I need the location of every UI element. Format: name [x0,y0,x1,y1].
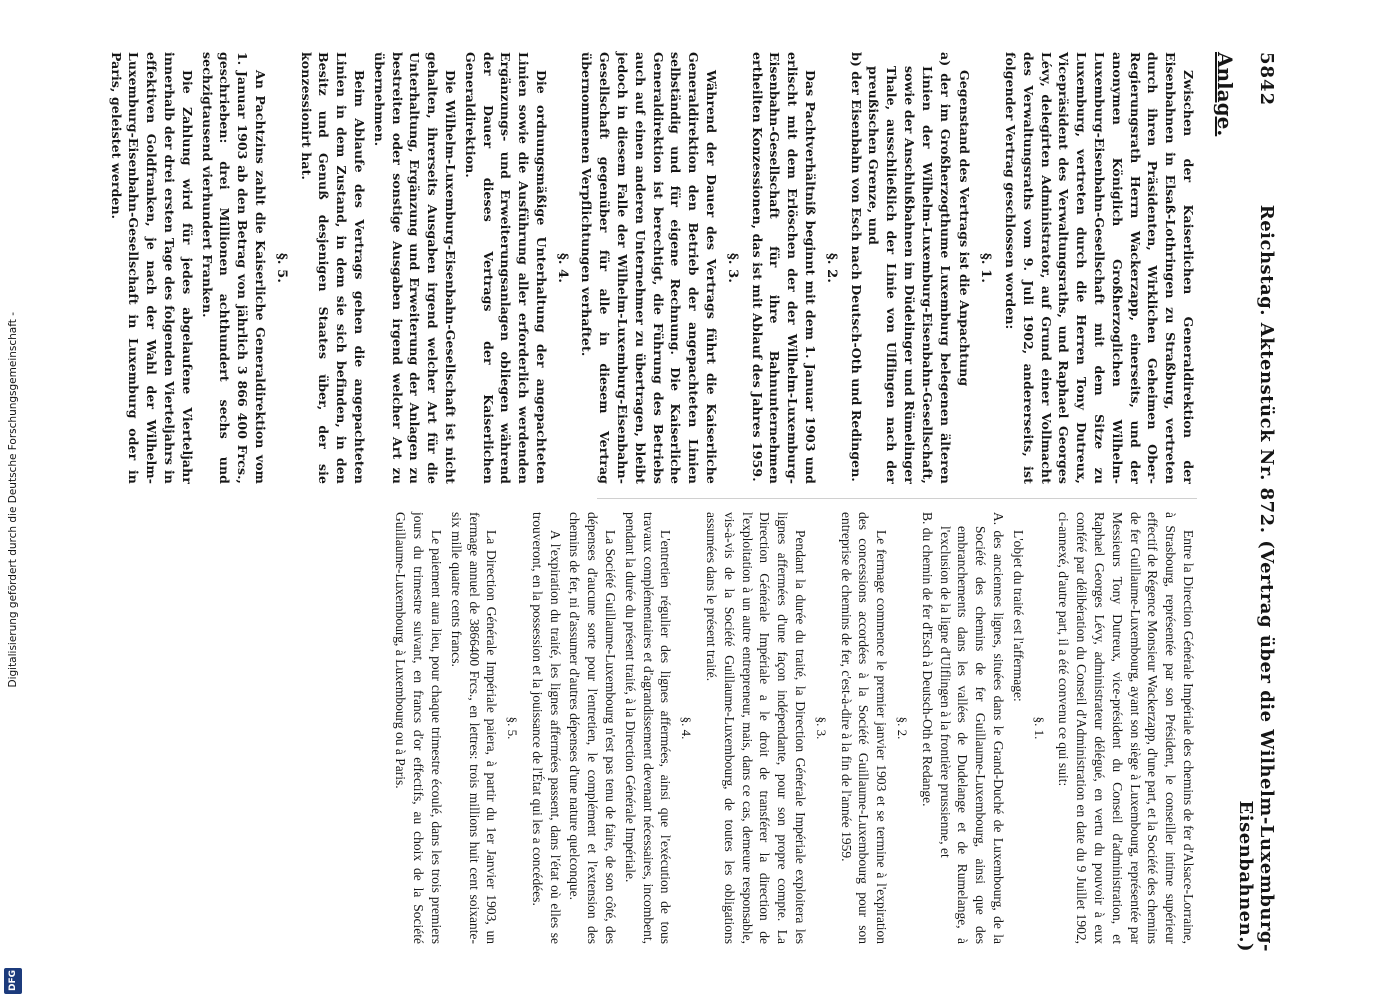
german-section-4-paragraph-1: Die ordnungsmäßige Unterhaltung der angepachteten Linien sowie die Ausführung aller erforderlich werdenden Ergänzungs- und Erweiterungsanlagen obliegen während der Dauer dieses Vertrags der Kaiserlichen Generaldirektion. [462,52,549,484]
anlage-heading: Anlage. [1213,52,1237,137]
dfg-logo [4,968,22,994]
french-intro: Entre la Direction Générale Impériale des chemins de fer d'Alsace-Lorraine, à Strasbourg, représentée par son Président, le conseiller intime supérieur effectif de Régence Monsieur Wackerzapp, d'une part, et la Société des chemins de fer Guillaume-Luxembourg, ayant son siège à Luxembourg, représentée par Messieurs Tony Dutreux, vice-président du Conseil d'administration, et Raphael Georges Lévy, administrateur délégué, en vertu du pouvoir à eux conféré par délibération du Conseil d'Administration en date du 9 Juillet 1902, ci-annexé, d'autre part, il a été convenu ce qui suit: [1056,512,1196,944]
german-column [108,52,1197,484]
german-section-1-text: Gegenstand des Vertrags ist die Anpachtung [957,70,973,387]
digitization-note-text: Digitalisierung gefördert durch die Deutsche Forschungsgemeinschaft - [7,312,19,688]
french-section-1-item-b: B. du chemin de fer d'Esch à Deutsch-Oth et Redange. [919,512,935,807]
german-section-3-text: Während der Dauer des Vertrags führt die Kaiserliche Generaldirektion den Betrieb der angepachteten Linien selbständig und für eigene Rechnung. Die Kaiserliche Generaldirektion ist berechtigt, die Führung des Betriebs auch auf einen anderen Unternehmer zu übertragen, bleibt jedoch in diesem Falle der Wilhelm-Luxemburg-Eisenbahn-Gesellschaft gegenüber für alle in diesem Vertrag übernommenen Verpflichtungen verhaftet. [579,52,720,484]
german-intro: Zwischen der Kaiserlichen Generaldirektion der Eisenbahnen in Elsaß-Lothringen zu Straßburg, vertreten durch ihren Präsidenten, Wirklichen Geheimen Ober-Regierungsrath Herrn Wackerzapp, einerseits, und der anonymen Königlich Großherzoglichen Wilhelm-Luxemburg-Eisenbahn-Gesellschaft mit dem Sitze zu Luxemburg, vertreten durch die Herren Tony Dutreux, Vicepräsident des Verwaltungsraths, und Raphael Georges Lévy, delegirten Administrator, auf Grund einer Vollmacht des Verwaltungsraths vom 9. Juli 1902, andererseits, ist folgender Vertrag geschlossen worden: [1003,52,1196,484]
french-section-2-heading: §. 2. [895,716,911,740]
german-section-2-text: Das Pachtverhältniß beginnt mit dem 1. Januar 1903 und erlischt mit dem Erlöschen der der Wilhelm-Luxemburg-Eisenbahn-Gesellschaft für ihre Bahnunternehmen ertheilten Konzessionen, das ist mit Ablauf des Jahres 1959. [749,52,819,484]
french-section-4-paragraph-1: L'entretien régulier des lignes affermées, ainsi que l'exécution de tous travaux complémentaires et d'agrandissement devenant nécessaires, incombent, pendant la durée du présent traité, à la Direction Générale Impériale. [622,512,674,944]
french-section-3-text: Pendant la durée du traité, la Direction Générale Impériale exploitera les lignes affermées d'une façon indépendante, pour son propre compte. La Direction Générale Impériale a le droit de transférer la direction de l'exploitation à un autre entrepreneur, mais, dans ce cas, demeure responsable, vis-à-vis de la Société Guillaume-Luxembourg, de toutes les obligations assumées dans le présent traité. [704,512,809,944]
german-section-4-paragraph-2: Die Wilhelm-Luxemburg-Eisenbahn-Gesellschaft ist nicht gehalten, ihrerseits Ausgaben irgend welcher Art für die Unterhaltung, Ergänzung und Erweiterung der Anlagen zu bestreiten oder sonstige Ausgaben irgend welcher Art zu übernehmen. [371,52,458,484]
page-content [0,52,1397,952]
dfg-logo-text: DFG [8,970,18,992]
french-section-4-paragraph-2: La Société Guillaume-Luxembourg n'est pas tenu de faire, de son côté, des dépenses d'aucune sorte pour l'entretien, le complément et l'extension des chemins de fer, ni d'assumer d'autres dépenses d'une nature quelconque. [567,512,619,944]
french-section-4-paragraph-3: A l'expiration du traité, les lignes affermées passent, dans l'état où elles se trouveront, en la possession et la jouissance de l'État qui les a concédées. [529,512,563,944]
german-section-1-item-a: a) der im Großherzogthume Luxemburg belegenen älteren Linien der Wilhelm-Luxemburg-Eisenbahn-Gesellschaft, sowie der Anschlußbahnen im Düdelinger und Rümelinger Thale, ausschließlich der Linie von Ulflingen nach der preußischen Grenze, und [866,52,953,484]
french-section-2-text: Le fermage commence le premier janvier 1903 et se termine à l'expiration des concessions accordées à la Société Guillaume-Luxembourg pour son entreprise de chemins de fer, c'est-à-dire à la fin de l'année 1959. [838,512,890,944]
french-section-5-heading: §. 5. [505,716,521,740]
german-section-4-heading: §. 4. [554,253,570,283]
german-section-1-heading: §. 1. [978,253,994,283]
german-section-3-heading: §. 3. [724,253,740,283]
french-section-5-paragraph-1: La Direction Générale Impériale paiera, à partir du 1er Janvier 1903, un fermage annuel de 3866400 Frcs., en lettres: trois millions huit cent soixante-six mille quatre cents francs. [448,512,500,944]
german-section-5-paragraph-2: Die Zahlung wird für jedes abgelaufene Vierteljahr innerhalb der drei ersten Tage des folgenden Vierteljahrs in effektiven Goldfranken, je nach der Wahl der Wilhelm-Luxemburg-Eisenbahn-Gesellschaft in Luxemburg oder in Paris, geleistet werden. [108,52,195,484]
french-section-1-heading: §. 1. [1031,716,1047,740]
french-section-4-heading: §. 4. [679,716,695,740]
german-section-1-item-b: b) der Eisenbahn von Esch nach Deutsch-Oth und Redingen. [848,52,864,482]
german-section-5-paragraph-1: An Pachtzins zahlt die Kaiserliche Generaldirektion vom 1. Januar 1903 ab den Betrag von jährlich 3 866 400 Frcs., geschrieben: drei Millionen achthundert sechs und sechzigtausend vierhundert Franken. [199,52,268,484]
column-divider [597,498,1197,499]
french-column [147,512,1197,944]
french-section-1-item-a: A. des anciennes lignes, situées dans le Grand-Duché de Luxembourg, de la Société des chemins de fer Guillaume-Luxembourg, ainsi que des embranchements dans les vallées de Dudelange et de Rumelange, à l'exclusion de la ligne d'Ulflingen à la frontière prussienne, et [937,512,1007,944]
german-section-4-paragraph-3: Beim Ablaufe des Vertrags gehen die angepachteten Linien in dem Zustand, in dem sie sich befinden, in den Besitz und Genuß desjenigen Staates über, der sie konzessionirt hat. [298,52,367,484]
page-number: 5842 [1256,52,1277,107]
french-section-1-text: L'objet du traité est l'affermage: [1010,530,1026,702]
german-section-5-heading: §. 5. [273,253,289,283]
german-section-2-heading: §. 2. [823,253,839,283]
running-header [1235,52,1277,952]
header-title: Reichstag. Aktenstück Nr. 872. (Vertrag über die Wilhelm-Luxemburg-Eisenbahnen.) [1235,204,1277,952]
french-section-3-heading: §. 3. [813,716,829,740]
french-section-5-paragraph-2: Le paiement aura lieu, pour chaque trimestre écoulé, dans les trois premiers jours du trimestre suivant, en francs d'or effectifs, au choix de la Société Guillaume-Luxembourg, à Luxembourg ou à Paris. [393,512,444,944]
digitization-note [0,0,26,1000]
